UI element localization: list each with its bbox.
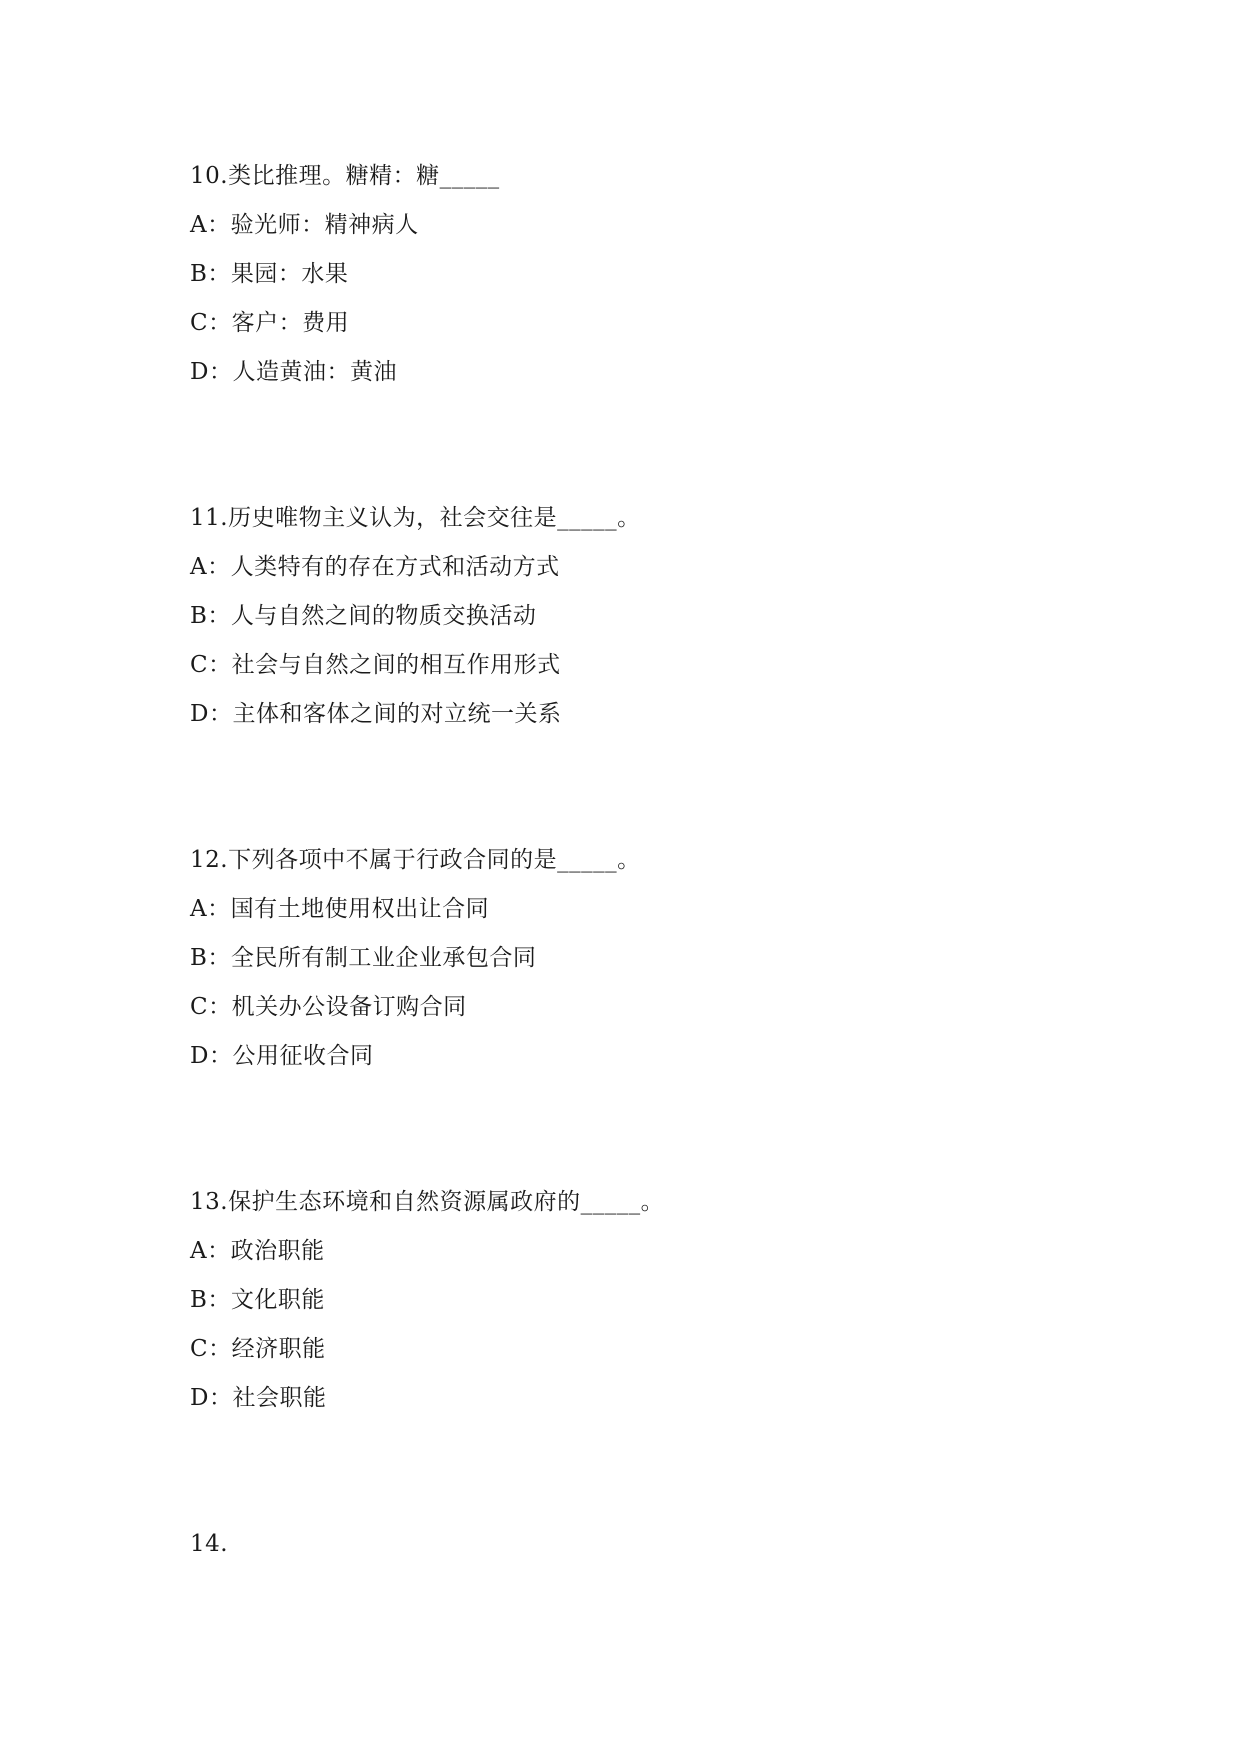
question-stem: 13.保护生态环境和自然资源属政府的_____。 <box>190 1189 665 1215</box>
question-13 <box>190 1178 1170 1423</box>
option-c: C：客户：费用 <box>190 310 350 336</box>
question-11 <box>190 494 1170 739</box>
option-d: D：人造黄油：黄油 <box>190 359 397 385</box>
option-d: D：主体和客体之间的对立统一关系 <box>190 701 562 727</box>
question-stem: 10.类比推理。糖精：糖_____ <box>190 163 500 189</box>
option-d: D：公用征收合同 <box>190 1043 374 1069</box>
question-12 <box>190 836 1170 1081</box>
question-10 <box>190 152 1170 397</box>
option-c: C：机关办公设备订购合同 <box>190 994 467 1020</box>
option-d: D：社会职能 <box>190 1385 327 1411</box>
option-b: B：人与自然之间的物质交换活动 <box>190 603 537 629</box>
question-stem: 12.下列各项中不属于行政合同的是_____。 <box>190 847 641 873</box>
question-stem: 14. <box>190 1531 229 1557</box>
option-c: C：经济职能 <box>190 1336 326 1362</box>
option-c: C：社会与自然之间的相互作用形式 <box>190 652 561 678</box>
option-a: A：政治职能 <box>190 1238 325 1264</box>
option-a: A：验光师：精神病人 <box>190 212 419 238</box>
option-b: B：全民所有制工业企业承包合同 <box>190 945 537 971</box>
option-b: B：果园：水果 <box>190 261 349 287</box>
question-stem: 11.历史唯物主义认为，社会交往是_____。 <box>190 505 641 531</box>
option-a: A：人类特有的存在方式和活动方式 <box>190 554 560 580</box>
option-b: B：文化职能 <box>190 1287 325 1313</box>
question-14 <box>190 1520 1170 1569</box>
option-a: A：国有土地使用权出让合同 <box>190 896 490 922</box>
